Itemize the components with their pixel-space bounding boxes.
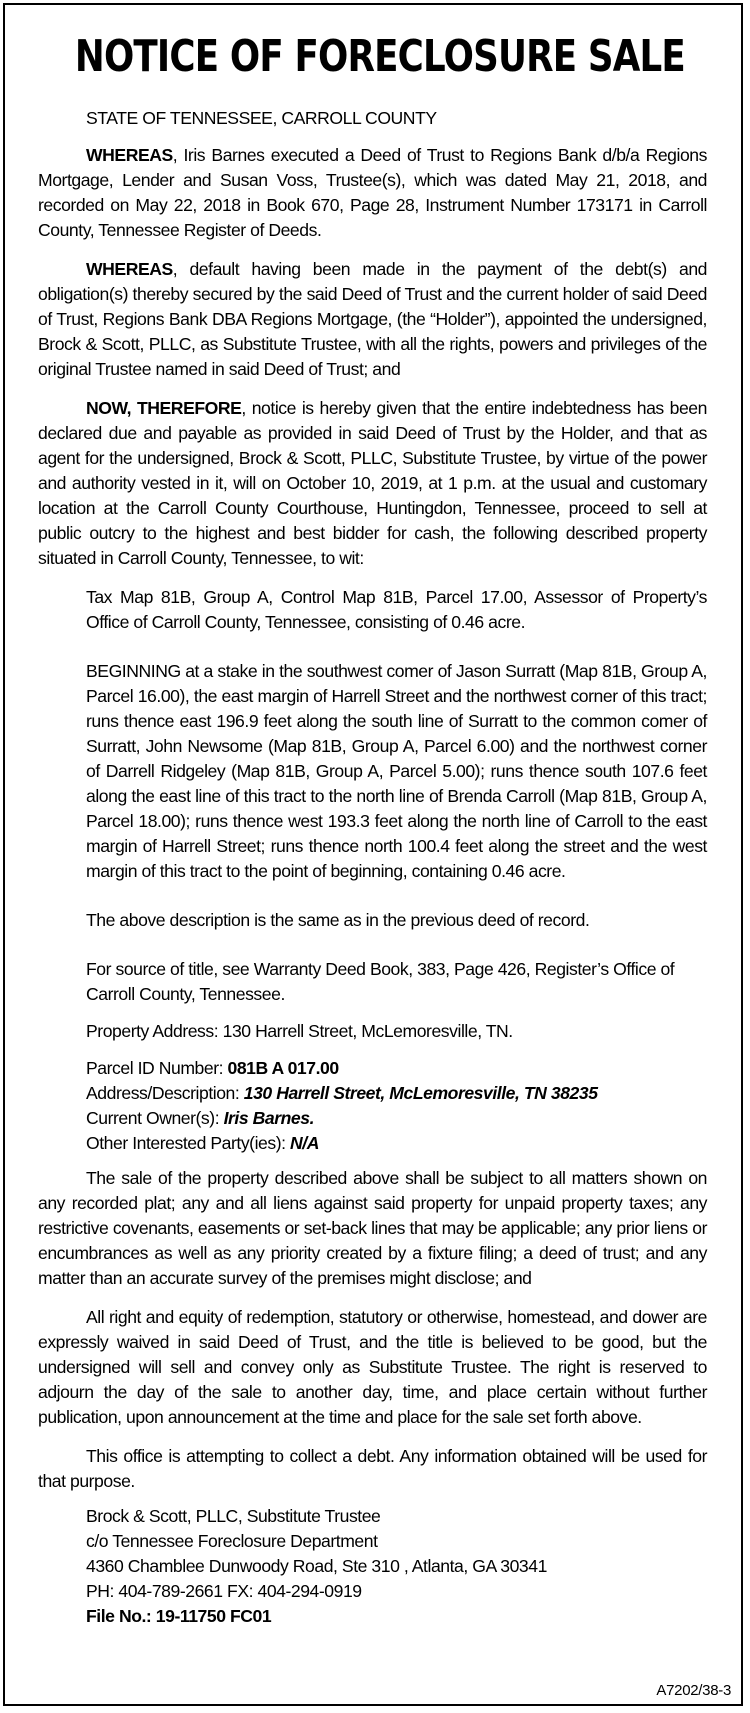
- signature-line-1: Brock & Scott, PLLC, Substitute Trustee: [86, 1506, 381, 1526]
- redemption-paragraph: All right and equity of redemption, statutory or otherwise, homestead, and dower are expressly waived in said Deed of Trust, and the title is believed to be good, but the undersigned will sell and convey only as Substitute Trustee. The right is reserved to adjourn the day of the sale to another day, time, and place certain without further publication, upon announcement at the time and place for the sale set forth above.: [38, 1307, 707, 1427]
- tax-map-paragraph: Tax Map 81B, Group A, Control Map 81B, Parcel 17.00, Assessor of Property’s Office of Carroll County, Tennessee, consisting of 0.46 acre.: [86, 587, 707, 632]
- notice-title: NOTICE OF FORECLOSURE SALE: [74, 31, 685, 82]
- current-owner-label: Current Owner(s):: [86, 1108, 224, 1128]
- parcel-id-line: [86, 1056, 707, 1081]
- whereas-paragraph-1: [38, 143, 707, 243]
- whereas-paragraph-2: [38, 257, 707, 382]
- current-owner-value: Iris Barnes.: [223, 1108, 315, 1128]
- address-description-value: 130 Harrell Street, McLemoresville, TN 38235: [243, 1083, 598, 1103]
- signature-line-2: c/o Tennessee Foreclosure Department: [86, 1531, 378, 1551]
- notice-body: [38, 106, 707, 1629]
- current-owner-line: [86, 1106, 707, 1131]
- source-of-title-paragraph: For source of title, see Warranty Deed Book, 383, Page 426, Register’s Office of Carroll County, Tennessee.: [86, 959, 675, 1004]
- whereas-text-1: , Iris Barnes executed a Deed of Trust to Regions Bank d/b/a Regions Mortgage, Lender and Susan Voss, Trustee(s), which was dated May 21, 2018, and recorded on May 22, 2018 in Book 670, Page 28, Instrument Number 173171 in Carroll County, Tennessee Register of Deeds.: [38, 145, 707, 240]
- whereas-lead-2: WHEREAS: [86, 259, 173, 279]
- whereas-text-2: , default having been made in the payment of the debt(s) and obligation(s) thereby secured by the said Deed of Trust and the current holder of said Deed of Trust, Regions Bank DBA Regions Mortgage, (the “Holder”), appointed the undersigned, Brock & Scott, PLLC, as Substitute Trustee, with all the rights, powers and privileges of the original Trustee named in said Deed of Trust; and: [38, 259, 707, 379]
- same-description-paragraph: The above description is the same as in the previous deed of record.: [86, 910, 590, 930]
- legal-description-paragraph: BEGINNING at a stake in the southwest comer of Jason Surratt (Map 81B, Group A, Parcel 16.00), the east margin of Harrell Street and the northwest corner of this tract; runs thence east 196.9 feet along the south line of Surratt to the common comer of Surratt, John Newsome (Map 81B, Group A, Parcel 6.00) and the northwest corner of Darrell Ridgeley (Map 81B, Group A, Parcel 5.00); runs thence south 107.6 feet along the east line of this tract to the north line of Brenda Carroll (Map 81B, Group A, Parcel 18.00); runs thence west 193.3 feet along the north line of Carroll to the east margin of Harrell Street; runs thence north 100.4 feet along the street and the west margin of this tract to the point of beginning, containing 0.46 acre.: [86, 661, 707, 881]
- signature-phone-fax: PH: 404-789-2661 FX: 404-294-0919: [86, 1581, 362, 1601]
- whereas-lead-1: WHEREAS: [86, 145, 173, 165]
- now-therefore-lead: NOW, THEREFORE: [86, 398, 242, 418]
- debt-notice-paragraph: This office is attempting to collect a debt. Any information obtained will be used for that purpose.: [38, 1446, 707, 1491]
- address-description-line: [86, 1081, 707, 1106]
- parcel-details: [86, 1056, 707, 1156]
- other-party-label: Other Interested Party(ies):: [86, 1133, 291, 1153]
- ad-code: A7202/38-3: [656, 1682, 731, 1699]
- now-therefore-paragraph: [38, 396, 707, 571]
- address-description-label: Address/Description:: [86, 1083, 244, 1103]
- file-number-text: File No.: 19-11750 FC01: [86, 1606, 272, 1626]
- other-party-value: N/A: [290, 1133, 319, 1153]
- other-party-line: [86, 1131, 707, 1156]
- foreclosure-notice: [3, 3, 743, 1706]
- file-number: [86, 1604, 707, 1629]
- now-therefore-text: , notice is hereby given that the entire indebtedness has been declared due and payable as provided in said Deed of Trust by the Holder, and that as agent for the undersigned, Brock & Scott, PLLC, Substitute Trustee, by virtue of the power and authority vested in it, will on October 10, 2019, at 1 p.m. at the usual and customary location at the Carroll County Courthouse, Huntingdon, Tennessee, proceed to sell at public outcry to the highest and best bidder for cash, the following described property situated in Carroll County, Tennessee, to wit:: [38, 398, 707, 568]
- signature-address: 4360 Chamblee Dunwoody Road, Ste 310 , Atlanta, GA 30341: [86, 1556, 547, 1576]
- sale-subject-paragraph: The sale of the property described above shall be subject to all matters shown on any recorded plat; any and all liens against said property for unpaid property taxes; any restrictive covenants, easements or set-back lines that may be applicable; any prior liens or encumbrances as well as any priority created by a fixture filing; a deed of trust; and any matter than an accurate survey of the premises might disclose; and: [38, 1168, 707, 1288]
- parcel-id-value: 081B A 017.00: [227, 1058, 339, 1078]
- trustee-signature-block: [86, 1504, 707, 1629]
- parcel-id-label: Parcel ID Number:: [86, 1058, 228, 1078]
- property-address-line: Property Address: 130 Harrell Street, McLemoresville, TN.: [86, 1021, 513, 1041]
- state-county-line: STATE OF TENNESSEE, CARROLL COUNTY: [86, 108, 437, 128]
